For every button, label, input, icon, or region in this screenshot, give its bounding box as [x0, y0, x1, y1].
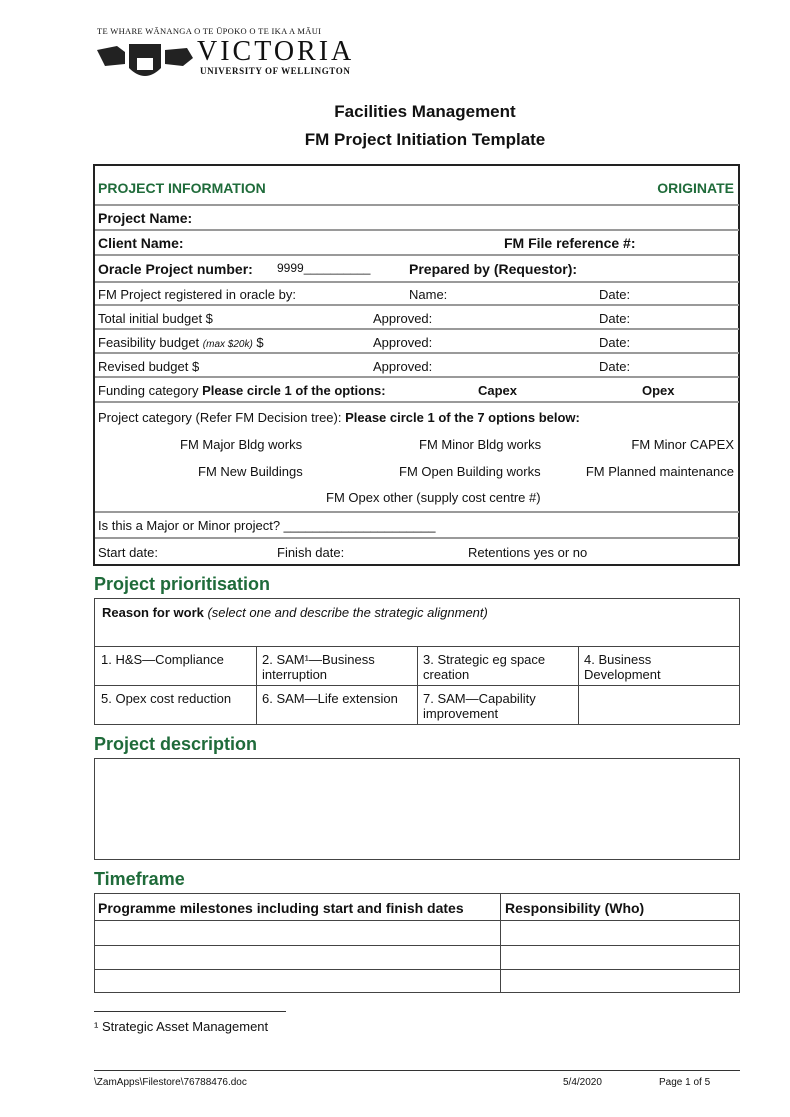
oracle-project-number-value[interactable]: 9999__________	[277, 261, 371, 275]
footer-path: \ZamApps\Filestore\76788476.doc	[94, 1077, 247, 1088]
feasibility-budget-field[interactable]	[98, 335, 264, 350]
category-option[interactable]: FM Minor CAPEX	[631, 437, 734, 452]
logo-subtitle: UNIVERSITY OF WELLINGTON	[200, 66, 351, 76]
label: Reason for work	[102, 605, 208, 620]
capex-option[interactable]: Capex	[478, 383, 518, 398]
name-field[interactable]: Name:	[409, 287, 448, 302]
revised-budget-field[interactable]: Revised budget $	[98, 359, 200, 374]
milestones-header: Programme milestones including start and finish dates	[98, 900, 464, 916]
retentions-field[interactable]: Retentions yes or no	[468, 545, 588, 560]
label: Please circle 1 of the 7 options below:	[345, 410, 580, 425]
note: (max $20k)	[202, 339, 253, 350]
category-option[interactable]: FM New Buildings	[198, 464, 303, 479]
date-field[interactable]: Date:	[599, 311, 631, 326]
prioritisation-heading: Project prioritisation	[94, 574, 271, 594]
label: Please circle 1 of the options:	[202, 383, 386, 398]
major-minor-field[interactable]: Is this a Major or Minor project? _____________________	[98, 518, 436, 533]
note: (select one and describe the strategic alignment)	[207, 605, 488, 620]
milestone-cell[interactable]	[95, 921, 499, 944]
footnote: ¹ Strategic Asset Management	[94, 1019, 269, 1034]
project-name-field[interactable]: Project Name:	[98, 210, 193, 226]
logo-motto: TE WHARE WĀNANGA O TE ŪPOKO O TE IKA A MĀUI	[97, 26, 322, 36]
reason-option[interactable]: 3. Strategic eg space creation	[423, 652, 546, 682]
footer-date: 5/4/2020	[563, 1077, 602, 1088]
responsibility-header: Responsibility (Who)	[505, 900, 645, 916]
reason-for-work-label	[102, 605, 488, 620]
oracle-project-number-label: Oracle Project number:	[98, 261, 253, 277]
reason-option[interactable]: 7. SAM—Capability improvement	[423, 691, 536, 721]
description-heading: Project description	[94, 734, 258, 754]
approved-field[interactable]: Approved:	[373, 359, 433, 374]
logo-name: VICTORIA	[197, 36, 355, 67]
document-title: Facilities Management	[334, 102, 516, 121]
date-field[interactable]: Date:	[599, 287, 631, 302]
label: Funding category	[98, 383, 203, 398]
reason-option[interactable]: 2. SAM¹—Business interruption	[262, 652, 375, 682]
document-subtitle: FM Project Initiation Template	[304, 130, 546, 149]
reason-option[interactable]: 4. Business Development	[584, 652, 661, 682]
project-category	[98, 410, 580, 425]
approved-field[interactable]: Approved:	[373, 311, 433, 326]
client-name-field[interactable]: Client Name:	[98, 235, 184, 251]
funding-category	[98, 383, 386, 398]
file-reference-field[interactable]: FM File reference #:	[504, 235, 636, 251]
label: Project category (Refer FM Decision tree):	[98, 410, 346, 425]
label: $	[252, 335, 264, 350]
reason-option[interactable]: 6. SAM—Life extension	[262, 691, 398, 706]
total-budget-field[interactable]: Total initial budget $	[98, 311, 213, 326]
category-option[interactable]: FM Open Building works	[399, 464, 541, 479]
university-crest-icon	[95, 38, 195, 86]
timeframe-heading: Timeframe	[94, 869, 185, 889]
start-date-field[interactable]: Start date:	[98, 545, 158, 560]
category-option[interactable]: FM Minor Bldg works	[419, 437, 542, 452]
reason-option[interactable]: 1. H&S—Compliance	[101, 652, 224, 667]
category-option[interactable]: FM Major Bldg works	[180, 437, 303, 452]
date-field[interactable]: Date:	[599, 335, 631, 350]
project-information-heading: PROJECT INFORMATION	[98, 180, 266, 196]
registered-by-label: FM Project registered in oracle by:	[98, 287, 296, 302]
responsibility-cell[interactable]	[501, 921, 739, 944]
opex-option[interactable]: Opex	[642, 383, 675, 398]
originate-label: ORIGINATE	[657, 180, 734, 196]
prepared-by-field[interactable]: Prepared by (Requestor):	[409, 261, 578, 277]
date-field[interactable]: Date:	[599, 359, 631, 374]
footnote-divider	[94, 1011, 286, 1012]
finish-date-field[interactable]: Finish date:	[277, 545, 345, 560]
category-option[interactable]: FM Opex other (supply cost centre #)	[326, 490, 541, 505]
category-option[interactable]: FM Planned maintenance	[585, 464, 734, 479]
reason-option[interactable]: 5. Opex cost reduction	[101, 691, 232, 706]
footer-page-number: Page 1 of 5	[659, 1077, 711, 1088]
footer-divider	[94, 1070, 740, 1071]
label: Feasibility budget	[98, 335, 203, 350]
description-textbox[interactable]	[94, 758, 740, 860]
approved-field[interactable]: Approved:	[373, 335, 433, 350]
